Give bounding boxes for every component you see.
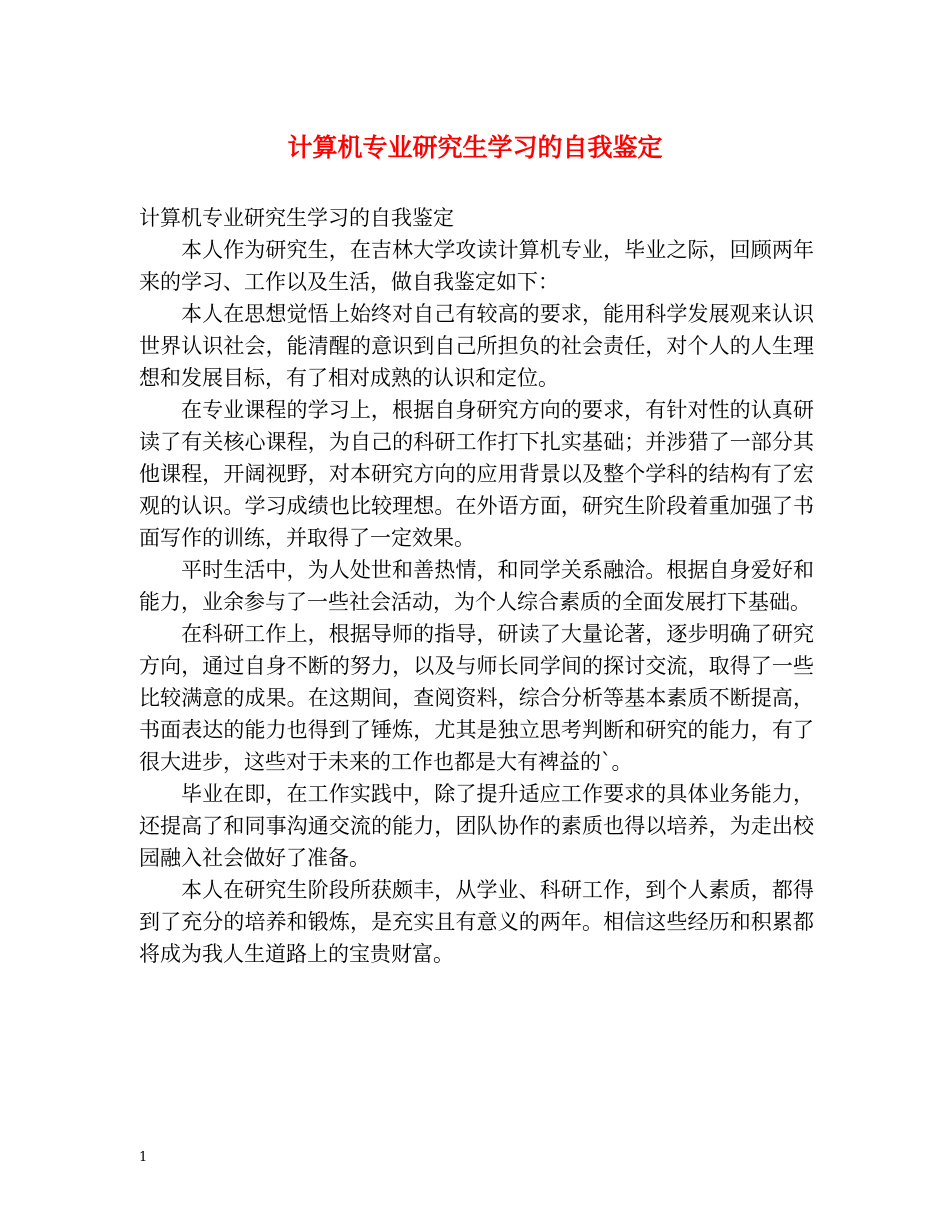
paragraph-coursework: 在专业课程的学习上，根据自身研究方向的要求，有针对性的认真研读了有关核心课程，为自己的科研工作打下扎实基础；并涉猎了一部分其他课程，开阔视野，对本研究方向的应用背景以及整个学科的结构有了宏观的认识。学习成绩也比较理想。在外语方面，研究生阶段着重加强了书面写作的训练，并取得了一定效果。: [139, 398, 814, 550]
paragraph-research: 在科研工作上，根据导师的指导，研读了大量论著，逐步明确了研究方向，通过自身不断的努力，以及与师长同学间的探讨交流，取得了一些比较满意的成果。在这期间，查阅资料，综合分析等基本素质不断提高，书面表达的能力也得到了锤炼，尤其是独立思考判断和研究的能力，有了很大进步，这些对于未来的工作也都是大有裨益的`。: [139, 622, 814, 774]
paragraph-ideology: 本人在思想觉悟上始终对自己有较高的要求，能用科学发展观来认识世界认识社会，能清醒的意识到自己所担负的社会责任，对个人的人生理想和发展目标，有了相对成熟的认识和定位。: [139, 302, 814, 390]
document-body: [139, 202, 814, 970]
page-number: 1: [139, 1150, 148, 1165]
paragraph-daily-life: 平时生活中，为人处世和善热情，和同学关系融洽。根据自身爱好和能力，业余参与了一些社会活动，为个人综合素质的全面发展打下基础。: [139, 558, 814, 614]
paragraph-intro: 本人作为研究生，在吉林大学攻读计算机专业，毕业之际，回顾两年来的学习、工作以及生活，做自我鉴定如下：: [139, 238, 814, 294]
paragraph-graduation: 毕业在即，在工作实践中，除了提升适应工作要求的具体业务能力，还提高了和同事沟通交流的能力，团队协作的素质也得以培养，为走出校园融入社会做好了准备。: [139, 782, 814, 870]
document-subtitle: 计算机专业研究生学习的自我鉴定: [139, 206, 454, 230]
document-title: 计算机专业研究生学习的自我鉴定: [287, 133, 663, 162]
paragraph-conclusion: 本人在研究生阶段所获颇丰，从学业、科研工作，到个人素质，都得到了充分的培养和锻炼，是充实且有意义的两年。相信这些经历和积累都将成为我人生道路上的宝贵财富。: [139, 878, 814, 966]
